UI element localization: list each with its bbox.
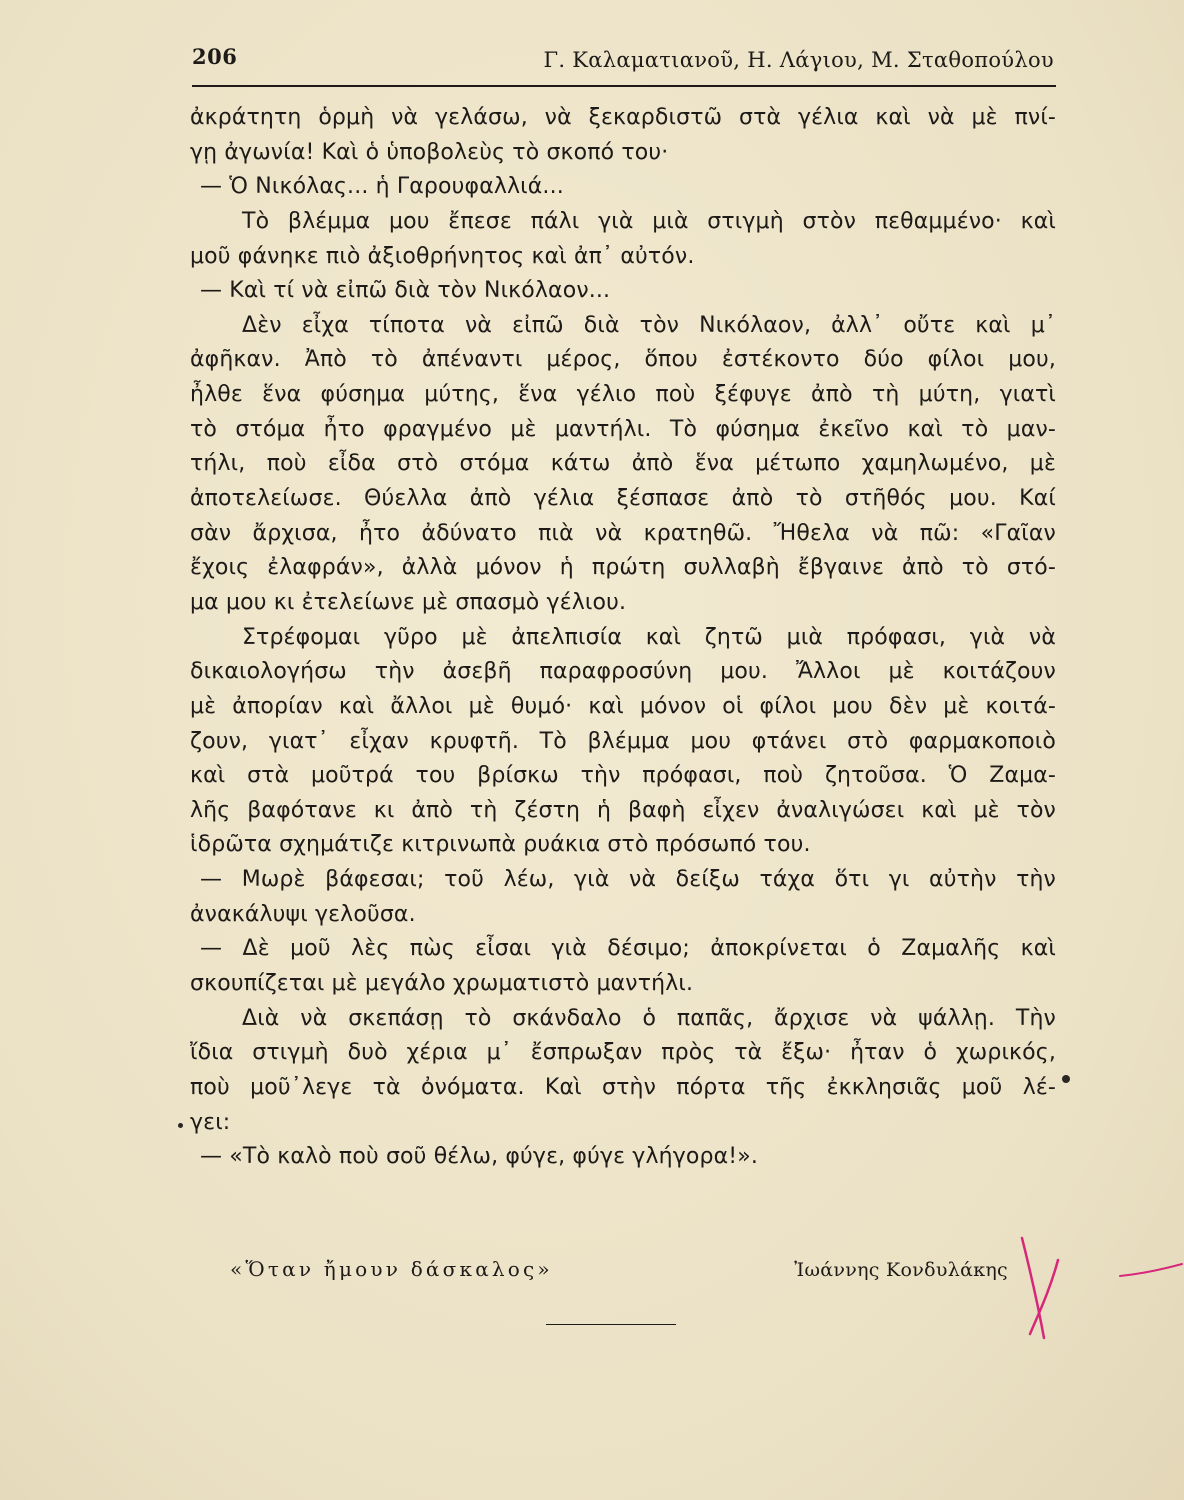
text-line: ἀφῆκαν. Ἀπὸ τὸ ἀπέναντι μέρος, ὅπου ἐστέκοντο δύο φίλοι μου, bbox=[190, 347, 1056, 373]
text-line: Διὰ νὰ σκεπάσῃ τὸ σκάνδαλο ὁ παπᾶς, ἄρχισε νὰ ψάλλῃ. Τὴν bbox=[242, 1005, 1056, 1031]
text-line: Τὸ βλέμμα μου ἔπεσε πάλι γιὰ μιὰ στιγμὴ στὸν πεθαμμένο· καὶ bbox=[242, 208, 1056, 234]
text-line: ἱδρῶτα σχημάτιζε κιτρινωπὰ ρυάκια στὸ πρόσωπό του. bbox=[190, 832, 811, 858]
text-line: τήλι, ποὺ εἶδα στὸ στόμα κάτω ἀπὸ ἕνα μέτωπο χαμηλωμένο, μὲ bbox=[190, 451, 1056, 477]
text-line: μοῦ φάνηκε πιὸ ἀξιοθρήνητος καὶ ἀπ᾿ αὐτόν. bbox=[190, 243, 695, 269]
ink-dot-icon bbox=[1062, 1075, 1070, 1083]
text-line: — Ὁ Νικόλας... ἡ Γαρουφαλλιά... bbox=[200, 174, 564, 200]
text-line: ἀκράτητη ὁρμὴ νὰ γελάσω, νὰ ξεκαρδιστῶ στὰ γέλια καὶ νὰ μὲ πνί- bbox=[190, 105, 1056, 130]
text-line: — «Τὸ καλὸ ποὺ σοῦ θέλω, φύγε, φύγε γλήγορα!». bbox=[200, 1144, 759, 1170]
text-line: μὲ ἀπορίαν καὶ ἄλλοι μὲ θυμό· καὶ μόνον οἱ φίλοι μου δὲν μὲ κοιτά- bbox=[190, 693, 1056, 719]
text-line: μα μου κι ἐτελείωνε μὲ σπασμὸ γέλιου. bbox=[190, 589, 627, 615]
text-line: ἔχοις ἐλαφράν», ἀλλὰ μόνον ἡ πρώτη συλλαβὴ ἔβγαινε ἀπὸ τὸ στό- bbox=[190, 555, 1056, 581]
header-rule bbox=[192, 85, 1056, 87]
text-line: γει: bbox=[190, 1109, 231, 1135]
page-number: 206 bbox=[192, 44, 238, 69]
text-line: τὸ στόμα ἦτο φραγμένο μὲ μαντήλι. Τὸ φύσημα ἐκεῖνο καὶ τὸ μαν- bbox=[190, 416, 1056, 442]
text-line: ζουν, γιατ᾿ εἶχαν κρυφτῆ. Τὸ βλέμμα μου φτάνει στὸ φαρμακοποιὸ bbox=[190, 728, 1056, 754]
author-name: Ἰωάννης Κονδυλάκης bbox=[794, 1259, 1008, 1281]
text-line: ποὺ μοῦ᾿λεγε τὰ ὀνόματα. Καὶ στὴν πόρτα τῆς ἐκκλησιᾶς μοῦ λέ- bbox=[190, 1074, 1056, 1100]
text-line: ἦλθε ἕνα φύσημα μύτης, ἕνα γέλιο ποὺ ξέφυγε ἀπὸ τὴ μύτη, γιατὶ bbox=[190, 382, 1056, 408]
page-header bbox=[192, 44, 1054, 84]
text-line: — Καὶ τί νὰ εἰπῶ διὰ τὸν Νικόλαον... bbox=[200, 278, 611, 304]
ink-dot-icon bbox=[178, 1123, 183, 1128]
source-title: «Ὅταν ἤμουν δάσκαλος» bbox=[230, 1257, 553, 1281]
running-head: Γ. Καλαματιανοῦ, Η. Λάγιου, Μ. Σταθοπούλου bbox=[543, 48, 1054, 72]
text-line: — Δὲ μοῦ λὲς πὼς εἶσαι γιὰ δέσιμο; ἀποκρίνεται ὁ Ζαμαλῆς καὶ bbox=[200, 936, 1056, 962]
text-line: — Μωρὲ βάφεσαι; τοῦ λέω, γιὰ νὰ δείξω τάχα ὅτι γι αὐτὴν τὴν bbox=[200, 867, 1056, 893]
text-line: ἴδια στιγμὴ δυὸ χέρια μ᾿ ἔσπρωξαν πρὸς τὰ ἔξω· ἦταν ὁ χωρικός, bbox=[190, 1040, 1056, 1066]
text-line: λῆς βαφότανε κι ἀπὸ τὴ ζέστη ἡ βαφὴ εἶχεν ἀναλιγώσει καὶ μὲ τὸν bbox=[190, 797, 1056, 823]
end-rule bbox=[546, 1324, 676, 1325]
text-line: δικαιολογήσω τὴν ἀσεβῆ παραφροσύνη μου. Ἄλλοι μὲ κοιτάζουν bbox=[190, 659, 1056, 685]
text-line: σὰν ἄρχισα, ἦτο ἀδύνατο πιὰ νὰ κρατηθῶ. Ἤθελα νὰ πῶ: «Γαῖαν bbox=[190, 520, 1056, 546]
text-line: ἀποτελείωσε. Θύελλα ἀπὸ γέλια ξέσπασε ἀπὸ τὸ στῆθός μου. Καί bbox=[190, 486, 1056, 512]
text-line: Δὲν εἶχα τίποτα νὰ εἰπῶ διὰ τὸν Νικόλαον, ἀλλ᾿ οὔτε καὶ μ᾿ bbox=[242, 312, 1056, 338]
text-line: ἀνακάλυψι γελοῦσα. bbox=[190, 901, 416, 927]
text-line: καὶ στὰ μοῦτρά του βρίσκω τὴν πρόφασι, ποὺ ζητοῦσα. Ὁ Ζαμα- bbox=[190, 763, 1056, 789]
text-line: γῃ ἀγωνία! Καὶ ὁ ὑποβολεὺς τὸ σκοπό του· bbox=[190, 139, 669, 165]
signature-block bbox=[230, 1257, 1008, 1287]
pen-mark-icon bbox=[1010, 1230, 1184, 1350]
text-line: Στρέφομαι γῦρο μὲ ἀπελπισία καὶ ζητῶ μιὰ πρόφασι, γιὰ νὰ bbox=[242, 624, 1056, 650]
text-line: σκουπίζεται μὲ μεγάλο χρωματιστὸ μαντήλι. bbox=[190, 971, 694, 997]
body-text bbox=[190, 101, 1056, 1175]
